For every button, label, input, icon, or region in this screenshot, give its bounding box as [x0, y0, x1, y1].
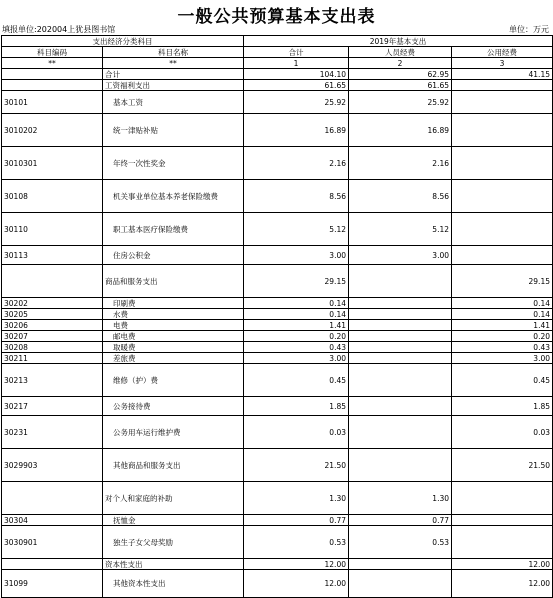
table-row: [2, 246, 553, 265]
cell-total: 0.20: [244, 331, 349, 342]
cell-code: [2, 482, 103, 515]
header-name: 科目名称: [103, 47, 244, 58]
cell-personnel: 0.77: [349, 515, 452, 526]
cell-public: 12.00: [452, 559, 553, 570]
header-total: 合计: [244, 47, 349, 58]
table-row: [2, 526, 553, 559]
table-row: [2, 265, 553, 298]
cell-public: [452, 246, 553, 265]
table-row: [2, 91, 553, 114]
cell-name: 邮电费: [103, 331, 244, 342]
cell-public: [452, 180, 553, 213]
table-row: [2, 397, 553, 416]
table-row: [2, 331, 553, 342]
cell-name: 其他商品和服务支出: [103, 449, 244, 482]
cell-public: 0.14: [452, 298, 553, 309]
header-index-3: 3: [452, 58, 553, 69]
table-row: [2, 416, 553, 449]
cell-name: 统一津贴补贴: [103, 114, 244, 147]
cell-code: [2, 559, 103, 570]
cell-public: 0.14: [452, 309, 553, 320]
cell-name: 电费: [103, 320, 244, 331]
cell-total: 12.00: [244, 559, 349, 570]
cell-total: 0.03: [244, 416, 349, 449]
cell-code: [2, 80, 103, 91]
cell-code: 3010301: [2, 147, 103, 180]
cell-total: 0.45: [244, 364, 349, 397]
table-row: [2, 80, 553, 91]
cell-code: 31099: [2, 570, 103, 598]
cell-personnel: [349, 309, 452, 320]
cell-code: 30213: [2, 364, 103, 397]
cell-public: [452, 515, 553, 526]
table-row: [2, 482, 553, 515]
table-row: [2, 69, 553, 80]
cell-code: 30202: [2, 298, 103, 309]
cell-name: 独生子女父母奖励: [103, 526, 244, 559]
table-body: [2, 69, 553, 598]
cell-total: 104.10: [244, 69, 349, 80]
header-econ-class: 支出经济分类科目: [2, 36, 244, 47]
cell-personnel: [349, 265, 452, 298]
cell-code: 3029903: [2, 449, 103, 482]
cell-personnel: 3.00: [349, 246, 452, 265]
cell-personnel: [349, 364, 452, 397]
cell-public: [452, 80, 553, 91]
cell-total: 0.14: [244, 298, 349, 309]
cell-personnel: [349, 416, 452, 449]
table-row: [2, 298, 553, 309]
cell-name: 其他资本性支出: [103, 570, 244, 598]
cell-name: 工资福利支出: [103, 80, 244, 91]
cell-code: 30206: [2, 320, 103, 331]
cell-personnel: 61.65: [349, 80, 452, 91]
cell-personnel: [349, 449, 452, 482]
cell-total: 12.00: [244, 570, 349, 598]
cell-total: 0.77: [244, 515, 349, 526]
cell-personnel: [349, 331, 452, 342]
cell-public: 1.41: [452, 320, 553, 331]
cell-personnel: [349, 353, 452, 364]
cell-total: 25.92: [244, 91, 349, 114]
cell-personnel: 1.30: [349, 482, 452, 515]
cell-code: [2, 69, 103, 80]
table-row: [2, 147, 553, 180]
cell-total: 2.16: [244, 147, 349, 180]
table-row: [2, 570, 553, 598]
cell-personnel: [349, 570, 452, 598]
cell-total: 1.30: [244, 482, 349, 515]
cell-public: 0.43: [452, 342, 553, 353]
cell-name: 水费: [103, 309, 244, 320]
cell-code: 30211: [2, 353, 103, 364]
cell-public: [452, 114, 553, 147]
table-row: [2, 180, 553, 213]
cell-total: 3.00: [244, 246, 349, 265]
cell-code: 30208: [2, 342, 103, 353]
cell-total: 5.12: [244, 213, 349, 246]
header-public: 公用经费: [452, 47, 553, 58]
page-title: 一般公共预算基本支出表: [177, 7, 376, 27]
reporting-unit: 填报单位:202004上犹县图书馆: [2, 25, 116, 34]
header-row-index: [2, 58, 553, 69]
cell-public: 0.20: [452, 331, 553, 342]
cell-name: 年终一次性奖金: [103, 147, 244, 180]
cell-name: 合计: [103, 69, 244, 80]
header-code: 科目编码: [2, 47, 103, 58]
cell-public: 1.85: [452, 397, 553, 416]
cell-code: [2, 265, 103, 298]
cell-total: 61.65: [244, 80, 349, 91]
cell-public: [452, 91, 553, 114]
cell-total: 1.85: [244, 397, 349, 416]
cell-public: 21.50: [452, 449, 553, 482]
table-row: [2, 515, 553, 526]
cell-total: 3.00: [244, 353, 349, 364]
cell-total: 16.89: [244, 114, 349, 147]
cell-code: 30110: [2, 213, 103, 246]
header-mark-name: **: [103, 58, 244, 69]
cell-personnel: [349, 397, 452, 416]
cell-name: 住房公积金: [103, 246, 244, 265]
cell-name: 对个人和家庭的补助: [103, 482, 244, 515]
cell-total: 8.56: [244, 180, 349, 213]
cell-personnel: 25.92: [349, 91, 452, 114]
cell-total: 29.15: [244, 265, 349, 298]
cell-code: 30217: [2, 397, 103, 416]
header-index-2: 2: [349, 58, 452, 69]
table-row: [2, 353, 553, 364]
cell-personnel: 8.56: [349, 180, 452, 213]
cell-public: [452, 526, 553, 559]
table-row: [2, 309, 553, 320]
table-row: [2, 364, 553, 397]
cell-personnel: 0.53: [349, 526, 452, 559]
cell-name: 资本性支出: [103, 559, 244, 570]
cell-code: 30113: [2, 246, 103, 265]
header-index-1: 1: [244, 58, 349, 69]
cell-total: 1.41: [244, 320, 349, 331]
cell-public: [452, 147, 553, 180]
cell-code: 30207: [2, 331, 103, 342]
header-personnel: 人员经费: [349, 47, 452, 58]
table-row: [2, 213, 553, 246]
cell-public: 0.45: [452, 364, 553, 397]
cell-name: 印刷费: [103, 298, 244, 309]
cell-code: 30304: [2, 515, 103, 526]
header-mark-code: **: [2, 58, 103, 69]
cell-public: 0.03: [452, 416, 553, 449]
cell-name: 取暖费: [103, 342, 244, 353]
header-row-columns: [2, 47, 553, 58]
table-row: [2, 320, 553, 331]
cell-personnel: [349, 320, 452, 331]
cell-public: 41.15: [452, 69, 553, 80]
cell-personnel: [349, 559, 452, 570]
cell-total: 21.50: [244, 449, 349, 482]
cell-public: 29.15: [452, 265, 553, 298]
cell-code: 30231: [2, 416, 103, 449]
cell-total: 0.53: [244, 526, 349, 559]
table-row: [2, 559, 553, 570]
cell-public: 3.00: [452, 353, 553, 364]
cell-code: 3010202: [2, 114, 103, 147]
cell-personnel: [349, 298, 452, 309]
cell-name: 公务用车运行维护费: [103, 416, 244, 449]
cell-public: 12.00: [452, 570, 553, 598]
cell-name: 维修（护）费: [103, 364, 244, 397]
cell-public: [452, 213, 553, 246]
cell-personnel: 5.12: [349, 213, 452, 246]
cell-code: 30101: [2, 91, 103, 114]
cell-code: 30205: [2, 309, 103, 320]
cell-code: 3030901: [2, 526, 103, 559]
cell-personnel: 2.16: [349, 147, 452, 180]
cell-name: 机关事业单位基本养老保险缴费: [103, 180, 244, 213]
cell-code: 30108: [2, 180, 103, 213]
cell-total: 0.14: [244, 309, 349, 320]
table-row: [2, 342, 553, 353]
cell-name: 公务接待费: [103, 397, 244, 416]
header-basic-expenditure: 2019年基本支出: [244, 36, 553, 47]
currency-unit: 单位：万元: [509, 25, 549, 34]
table-row: [2, 114, 553, 147]
table-row: [2, 449, 553, 482]
cell-personnel: [349, 342, 452, 353]
cell-name: 职工基本医疗保险缴费: [103, 213, 244, 246]
cell-name: 抚恤金: [103, 515, 244, 526]
cell-total: 0.43: [244, 342, 349, 353]
cell-personnel: 16.89: [349, 114, 452, 147]
header-row-group: [2, 36, 553, 47]
cell-name: 基本工资: [103, 91, 244, 114]
cell-public: [452, 482, 553, 515]
cell-name: 差旅费: [103, 353, 244, 364]
cell-personnel: 62.95: [349, 69, 452, 80]
budget-table: [1, 35, 553, 598]
cell-name: 商品和服务支出: [103, 265, 244, 298]
